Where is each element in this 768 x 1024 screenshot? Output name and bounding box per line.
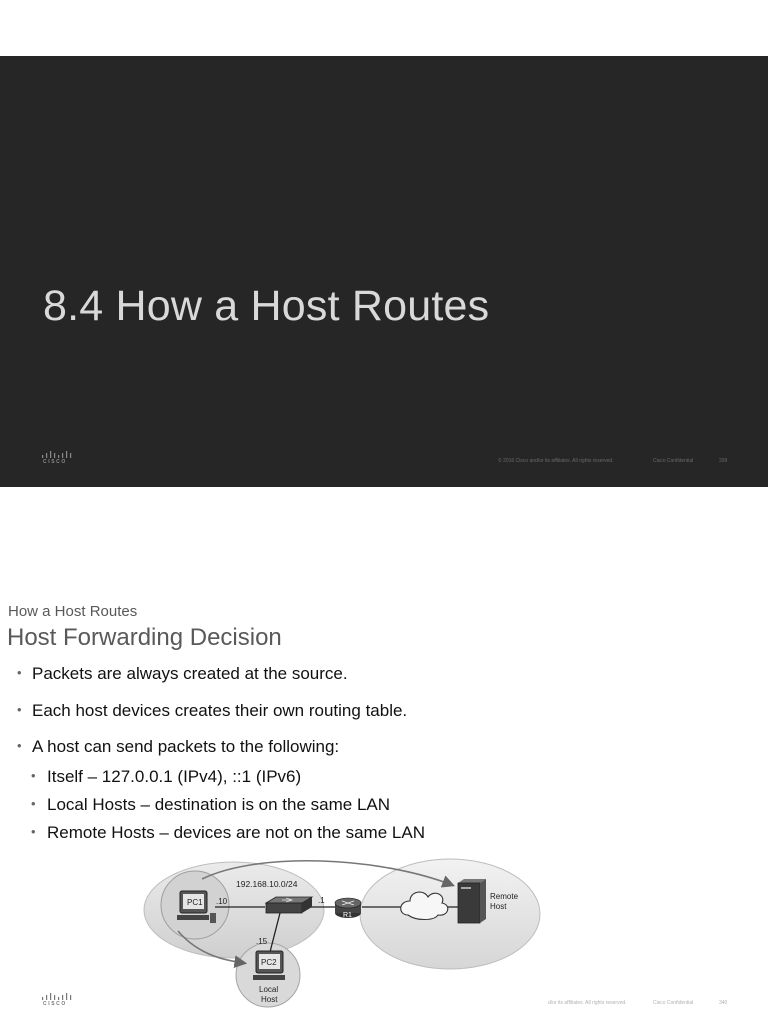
pc2-address-suffix: .15 [256, 937, 268, 946]
bullet-text: Local Hosts – destination is on the same LAN [47, 795, 391, 814]
bullet-item [17, 737, 340, 757]
remote-host-label-line2: Host [490, 902, 507, 911]
remote-host-label-line1: Remote [490, 892, 519, 901]
pc1-address-suffix: .10 [216, 897, 228, 906]
bullet-dot-icon: • [17, 702, 22, 717]
cisco-logo [41, 451, 73, 467]
remote-network-area [360, 859, 540, 969]
slide-title: Host Forwarding Decision [7, 624, 282, 651]
footer-page-number: 340 [719, 1000, 728, 1006]
bullet-text: Remote Hosts – devices are not on the same LAN [47, 823, 425, 842]
bullet-dot-icon: • [31, 796, 36, 811]
bullet-dot-icon: • [17, 665, 22, 680]
sub-bullet-item [31, 795, 391, 815]
cisco-logo-text: CISCO [43, 459, 67, 465]
footer-confidential: Cisco Confidential [653, 458, 694, 464]
content-slide [0, 527, 768, 1024]
footer-page-number: 339 [719, 458, 728, 464]
bullet-dot-icon: • [31, 768, 36, 783]
network-diagram [140, 857, 560, 1017]
cisco-logo-text: CISCO [43, 1001, 67, 1007]
bullet-text: Packets are always created at the source. [32, 664, 348, 683]
switch-icon [266, 897, 312, 913]
pc1-label: PC1 [187, 898, 203, 907]
network-address-label: 192.168.10.0/24 [236, 879, 298, 889]
router-label: R1 [343, 912, 352, 919]
bullet-text: Each host devices creates their own routing table. [32, 701, 408, 720]
bullet-text: Itself – 127.0.0.1 (IPv4), ::1 (IPv6) [47, 767, 302, 786]
pc2-label: PC2 [261, 958, 277, 967]
bullet-dot-icon: • [17, 738, 22, 753]
cisco-logo [41, 993, 73, 1009]
sub-bullet-item [31, 823, 425, 843]
local-host-label-line1: Local [259, 985, 279, 994]
server-icon [458, 879, 486, 923]
bullet-item [17, 701, 408, 721]
cisco-logo-bars-icon [41, 451, 73, 459]
slide-title: 8.4 How a Host Routes [43, 282, 490, 330]
footer-copyright: © 2016 Cisco and/or its affiliates. All rights reserved. [498, 458, 614, 464]
bullet-dot-icon: • [31, 824, 36, 839]
cisco-logo-bars-icon [41, 993, 73, 1001]
router-address-suffix: .1 [318, 896, 325, 905]
title-slide [0, 56, 768, 487]
footer-copyright: d/or its affiliates. All rights reserved. [548, 1000, 627, 1006]
bullet-item [17, 664, 348, 684]
bullet-text: A host can send packets to the following: [32, 737, 340, 756]
local-host-label-line2: Host [261, 995, 278, 1004]
sub-bullet-item [31, 767, 302, 787]
section-label: How a Host Routes [8, 603, 138, 620]
footer-confidential: Cisco Confidential [653, 1000, 694, 1006]
